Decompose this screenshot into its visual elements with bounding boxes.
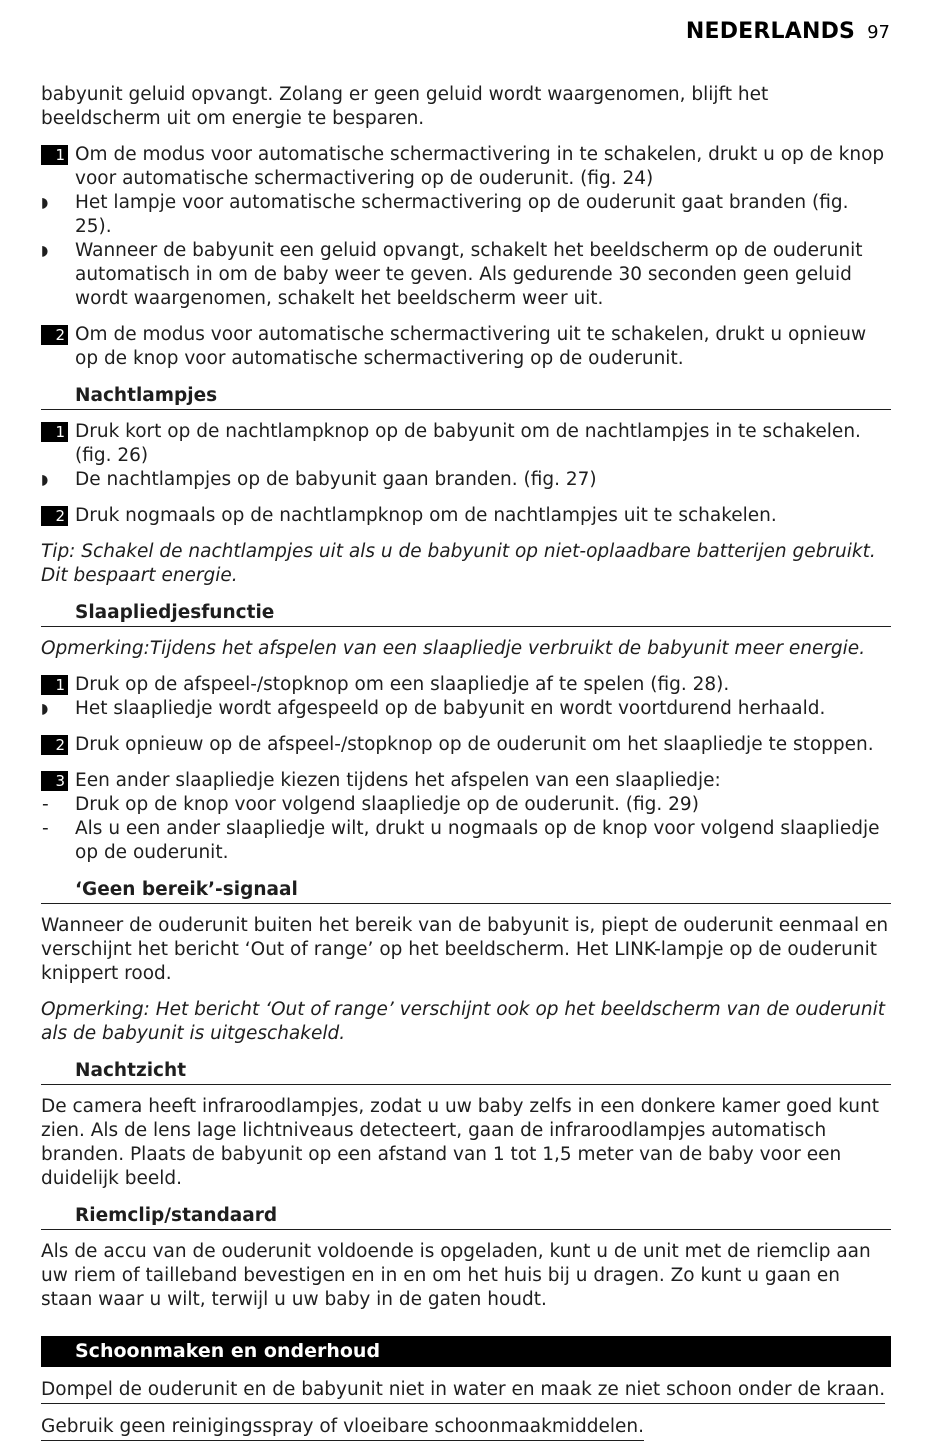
- out-of-range-note: Opmerking: Het bericht ‘Out of range’ verschijnt ook op het beeldscherm van de ouderunit als de babyunit is uitgeschakeld.: [41, 999, 885, 1044]
- step-text: Druk opnieuw op de afspeel-/stopknop op de ouderunit om het slaapliedje te stoppen.: [75, 734, 874, 755]
- page-content: [41, 83, 891, 1451]
- heading-nightlights: Nachtlampjes: [41, 383, 891, 410]
- step-text: Een ander slaapliedje kiezen tijdens het afspelen van een slaapliedje:: [75, 770, 721, 791]
- night-vision-text: De camera heeft infraroodlampjes, zodat u uw baby zelfs in een donkere kamer goed kunt zien. Als de lens lage lichtniveaus detecteert, gaan de infraroodlampjes automatisch branden. Plaats de babyunit op een afstand van 1 tot 1,5 meter van de baby voor een duidelijk beeld.: [41, 1096, 879, 1189]
- dash-bullet: -: [42, 794, 49, 815]
- nightlights-tip: Tip: Schakel de nachtlampjes uit als u de babyunit op niet-oplaadbare batterijen gebruikt. Dit bespaart energie.: [41, 541, 876, 586]
- lullaby-step-2: [41, 733, 891, 757]
- auto-screen-step-2: [41, 323, 891, 371]
- triangle-bullet-icon: ◗: [41, 195, 49, 211]
- bullet-text: Het slaapliedje wordt afgespeeld op de babyunit en wordt voortdurend herhaald.: [75, 698, 826, 719]
- cleaning-warning-2: Gebruik geen reinigingsspray of vloeibare schoonmaakmiddelen.: [41, 1414, 644, 1441]
- step-number-badge: 2: [41, 506, 68, 526]
- intro-paragraph: babyunit geluid opvangt. Zolang er geen geluid wordt waargenomen, blijft het beeldscherm uit om energie te besparen.: [41, 84, 769, 129]
- step-number-badge: 1: [41, 422, 68, 442]
- page-header: [686, 20, 890, 50]
- belt-clip-text: Als de accu van de ouderunit voldoende is opgeladen, kunt u de unit met de riemclip aan uw riem of tailleband bevestigen en in en om het huis bij u dragen. Zo kunt u gaan en staan waar u wilt, terwijl u uw baby in de gaten houdt.: [41, 1241, 871, 1310]
- step-text: Om de modus voor automatische schermactivering in te schakelen, drukt u op de knop voor automatische schermactivering op de ouderunit. (fig. 24): [75, 144, 885, 189]
- section-banner-cleaning: Schoonmaken en onderhoud: [41, 1336, 891, 1367]
- page-number: 97: [867, 22, 890, 43]
- out-of-range-text: Wanneer de ouderunit buiten het bereik van de babyunit is, piept de ouderunit eenmaal en verschijnt het bericht ‘Out of range’ op het beeldscherm. Het LINK-lampje op de ouderunit knippert rood.: [41, 915, 889, 984]
- lullaby-bullet-1: [41, 697, 891, 721]
- auto-screen-step-1: [41, 143, 891, 191]
- triangle-bullet-icon: ◗: [41, 701, 49, 717]
- heading-lullaby: Slaapliedjesfunctie: [41, 600, 891, 627]
- lullaby-dash-1: [41, 793, 891, 817]
- auto-screen-bullet-2: [41, 239, 891, 311]
- step-text: Druk nogmaals op de nachtlampknop om de nachtlampjes uit te schakelen.: [75, 505, 777, 526]
- triangle-bullet-icon: ◗: [41, 472, 49, 488]
- step-number-badge: 2: [41, 735, 68, 755]
- lullaby-note: Opmerking:Tijdens het afspelen van een slaapliedje verbruikt de babyunit meer energie.: [41, 638, 866, 659]
- dash-bullet: -: [42, 818, 49, 839]
- dash-text: Druk op de knop voor volgend slaapliedje op de ouderunit. (fig. 29): [75, 794, 699, 815]
- heading-out-of-range: ‘Geen bereik’-signaal: [41, 877, 891, 904]
- step-text: Druk kort op de nachtlampknop op de babyunit om de nachtlampjes in te schakelen. (fig. 26): [75, 421, 861, 466]
- bullet-text: De nachtlampjes op de babyunit gaan branden. (fig. 27): [75, 469, 597, 490]
- heading-night-vision: Nachtzicht: [41, 1058, 891, 1085]
- lullaby-dash-2: [41, 817, 891, 865]
- dash-text: Als u een ander slaapliedje wilt, drukt u nogmaals op de knop voor volgend slaapliedje op de ouderunit.: [75, 818, 880, 863]
- step-text: Om de modus voor automatische schermactivering uit te schakelen, drukt u opnieuw op de knop voor automatische schermactivering op de ouderunit.: [75, 324, 867, 369]
- step-number-badge: 1: [41, 145, 68, 165]
- auto-screen-bullet-1: [41, 191, 891, 239]
- nightlights-step-2: [41, 504, 891, 528]
- language-label: NEDERLANDS: [685, 19, 856, 44]
- lullaby-step-3: [41, 769, 891, 793]
- bullet-text: Wanneer de babyunit een geluid opvangt, schakelt het beeldscherm op de ouderunit automatisch in om de baby weer te geven. Als gedurende 30 seconden geen geluid wordt waargenomen, schakelt het beeldscherm weer uit.: [75, 240, 863, 309]
- step-number-badge: 1: [41, 675, 68, 695]
- cleaning-warning-1: Dompel de ouderunit en de babyunit niet in water en maak ze niet schoon onder de kraan.: [41, 1377, 885, 1404]
- step-text: Druk op de afspeel-/stopknop om een slaapliedje af te spelen (fig. 28).: [75, 674, 730, 695]
- lullaby-step-1: [41, 673, 891, 697]
- step-number-badge: 3: [41, 771, 68, 791]
- bullet-text: Het lampje voor automatische schermactivering op de ouderunit gaat branden (fig. 25).: [75, 192, 849, 237]
- step-number-badge: 2: [41, 325, 68, 345]
- triangle-bullet-icon: ◗: [41, 243, 49, 259]
- nightlights-step-1: [41, 420, 891, 468]
- heading-belt-clip: Riemclip/standaard: [41, 1203, 891, 1230]
- nightlights-bullet-1: [41, 468, 891, 492]
